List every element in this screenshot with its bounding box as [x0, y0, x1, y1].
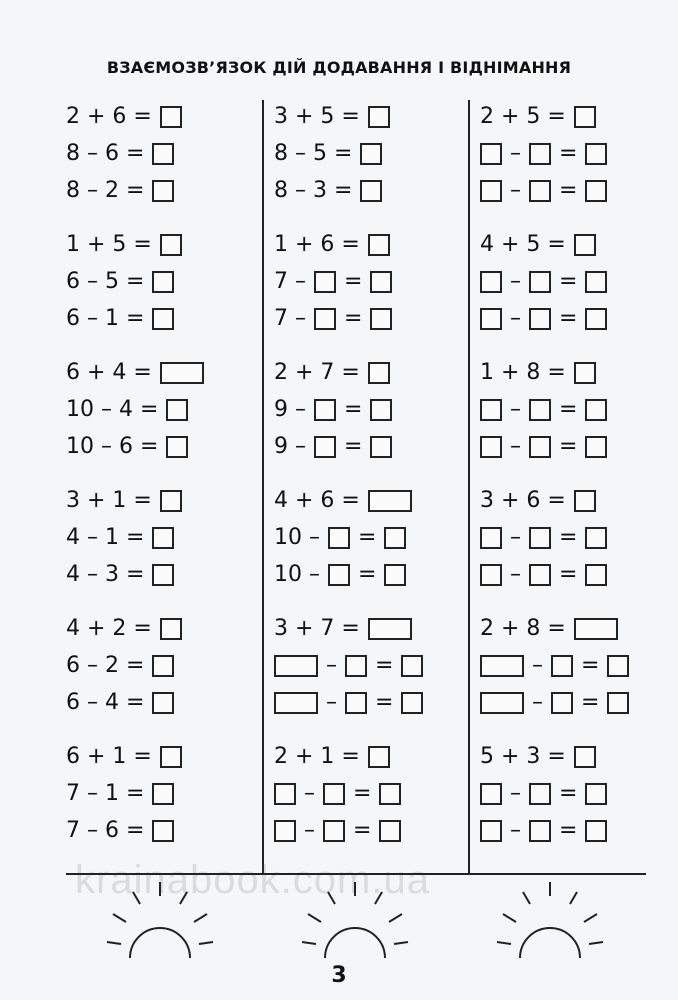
equation-text: = — [559, 178, 578, 203]
equation-row — [274, 686, 484, 720]
equation-text: 6 + 1 = — [66, 744, 152, 769]
watermark: krainabook.com.ua — [75, 858, 430, 902]
equation-row — [66, 740, 276, 774]
equation-text: – — [510, 562, 521, 587]
answer-box[interactable] — [160, 234, 182, 256]
equation-row — [66, 649, 276, 683]
answer-box[interactable] — [384, 564, 406, 586]
answer-box[interactable] — [480, 436, 502, 458]
answer-box[interactable] — [166, 399, 188, 421]
equation-row — [274, 814, 484, 848]
equation-text: – — [510, 525, 521, 550]
answer-box-two-digit[interactable] — [368, 490, 412, 512]
answer-box[interactable] — [585, 564, 607, 586]
sun-icon — [495, 878, 605, 958]
answer-box[interactable] — [480, 564, 502, 586]
equation-row — [66, 430, 276, 464]
answer-box[interactable] — [529, 783, 551, 805]
equation-row — [274, 484, 484, 518]
equation-text: = — [581, 690, 600, 715]
equation-text: – — [510, 818, 521, 843]
equation-text: – — [510, 781, 521, 806]
equation-row — [274, 558, 484, 592]
equation-row — [480, 814, 678, 848]
equation-text: 6 – 1 = — [66, 306, 145, 331]
answer-box[interactable] — [152, 308, 174, 330]
answer-box[interactable] — [152, 564, 174, 586]
answer-box[interactable] — [274, 783, 296, 805]
answer-box[interactable] — [152, 692, 174, 714]
equation-text: 4 – 1 = — [66, 525, 145, 550]
equation-row — [480, 558, 678, 592]
answer-box[interactable] — [360, 180, 382, 202]
answer-box[interactable] — [585, 271, 607, 293]
answer-box[interactable] — [529, 820, 551, 842]
answer-box[interactable] — [607, 692, 629, 714]
equation-text: 10 – — [274, 562, 320, 587]
answer-box[interactable] — [529, 527, 551, 549]
equation-row — [66, 174, 276, 208]
answer-box[interactable] — [323, 820, 345, 842]
equation-text: 4 – 3 = — [66, 562, 145, 587]
page-number: 3 — [331, 963, 347, 988]
equation-row — [274, 612, 484, 646]
equation-text: 2 + 6 = — [66, 104, 152, 129]
answer-box[interactable] — [574, 234, 596, 256]
equation-row — [66, 393, 276, 427]
answer-box[interactable] — [574, 746, 596, 768]
answer-box[interactable] — [480, 271, 502, 293]
equation-row — [66, 484, 276, 518]
equation-row — [274, 521, 484, 555]
answer-box[interactable] — [574, 106, 596, 128]
answer-box[interactable] — [529, 399, 551, 421]
equation-row — [480, 137, 678, 171]
equation-text: 6 – 4 = — [66, 690, 145, 715]
equation-text: 7 – — [274, 269, 306, 294]
equation-text: 3 + 6 = — [480, 488, 566, 513]
equation-text: 4 + 2 = — [66, 616, 152, 641]
answer-box[interactable] — [370, 271, 392, 293]
equation-row — [480, 228, 678, 262]
equation-row — [480, 740, 678, 774]
answer-box[interactable] — [323, 783, 345, 805]
equation-text: 8 – 3 = — [274, 178, 353, 203]
answer-box[interactable] — [314, 308, 336, 330]
equation-row — [66, 302, 276, 336]
column-divider — [262, 100, 264, 873]
answer-box[interactable] — [529, 436, 551, 458]
equation-row — [274, 137, 484, 171]
sun-icon — [300, 878, 410, 958]
equation-text: = — [559, 818, 578, 843]
answer-box[interactable] — [480, 180, 502, 202]
answer-box[interactable] — [585, 436, 607, 458]
equation-text: 1 + 6 = — [274, 232, 360, 257]
equation-text: = — [581, 653, 600, 678]
equation-text: 3 + 1 = — [66, 488, 152, 513]
answer-box[interactable] — [379, 783, 401, 805]
answer-box[interactable] — [574, 490, 596, 512]
equation-text: 9 – — [274, 434, 306, 459]
answer-box[interactable] — [529, 143, 551, 165]
equation-text: 7 – 6 = — [66, 818, 145, 843]
equation-text: 4 + 5 = — [480, 232, 566, 257]
equation-row — [274, 430, 484, 464]
answer-box[interactable] — [585, 399, 607, 421]
equation-text: = — [344, 269, 363, 294]
equation-row — [274, 174, 484, 208]
answer-box[interactable] — [574, 362, 596, 384]
equation-text: 10 – — [274, 525, 320, 550]
answer-box[interactable] — [160, 746, 182, 768]
answer-box[interactable] — [370, 399, 392, 421]
answer-box-two-digit[interactable] — [368, 618, 412, 640]
equation-text: = — [559, 141, 578, 166]
equation-text: = — [344, 397, 363, 422]
equation-row — [480, 265, 678, 299]
answer-box[interactable] — [152, 783, 174, 805]
answer-box[interactable] — [529, 308, 551, 330]
answer-box[interactable] — [328, 564, 350, 586]
answer-box[interactable] — [480, 308, 502, 330]
equation-text: = — [559, 306, 578, 331]
answer-box[interactable] — [368, 362, 390, 384]
equation-text: – — [510, 141, 521, 166]
answer-box[interactable] — [607, 655, 629, 677]
answer-box[interactable] — [314, 271, 336, 293]
answer-box[interactable] — [529, 564, 551, 586]
answer-box[interactable] — [529, 271, 551, 293]
equation-row — [480, 393, 678, 427]
equation-row — [66, 612, 276, 646]
answer-box[interactable] — [152, 655, 174, 677]
answer-box[interactable] — [585, 308, 607, 330]
equation-text: = — [358, 562, 377, 587]
answer-box[interactable] — [368, 746, 390, 768]
answer-box-two-digit[interactable] — [160, 362, 204, 384]
equation-text: = — [375, 653, 394, 678]
equation-text: 8 – 5 = — [274, 141, 353, 166]
equation-text: 4 + 6 = — [274, 488, 360, 513]
answer-box[interactable] — [152, 271, 174, 293]
answer-box[interactable] — [551, 692, 573, 714]
equation-row — [66, 686, 276, 720]
answer-box[interactable] — [160, 490, 182, 512]
equation-text: 2 + 7 = — [274, 360, 360, 385]
equation-text: 10 – 4 = — [66, 397, 159, 422]
equation-text: 2 + 8 = — [480, 616, 566, 641]
equation-text: – — [532, 653, 543, 678]
answer-box[interactable] — [585, 143, 607, 165]
answer-box[interactable] — [345, 655, 367, 677]
answer-box[interactable] — [370, 436, 392, 458]
equation-text: – — [326, 653, 337, 678]
equation-row — [66, 137, 276, 171]
equation-text: 1 + 8 = — [480, 360, 566, 385]
answer-box[interactable] — [585, 783, 607, 805]
equation-text: 9 – — [274, 397, 306, 422]
equation-row — [66, 558, 276, 592]
equation-text: 2 + 1 = — [274, 744, 360, 769]
equation-text: = — [353, 781, 372, 806]
answer-box[interactable] — [480, 820, 502, 842]
answer-box-two-digit[interactable] — [480, 692, 524, 714]
bottom-divider — [66, 873, 646, 875]
answer-box[interactable] — [480, 783, 502, 805]
equation-row — [480, 649, 678, 683]
equation-text: = — [559, 525, 578, 550]
answer-box[interactable] — [360, 143, 382, 165]
equation-text: – — [510, 269, 521, 294]
answer-box[interactable] — [152, 820, 174, 842]
equation-text: – — [510, 178, 521, 203]
answer-box[interactable] — [152, 180, 174, 202]
equation-text: 6 – 2 = — [66, 653, 145, 678]
equation-text: 1 + 5 = — [66, 232, 152, 257]
equation-text: 3 + 7 = — [274, 616, 360, 641]
answer-box[interactable] — [166, 436, 188, 458]
answer-box[interactable] — [152, 143, 174, 165]
sun-icon — [105, 878, 215, 958]
equation-text: = — [353, 818, 372, 843]
equation-text: 7 – — [274, 306, 306, 331]
equation-text: 8 – 2 = — [66, 178, 145, 203]
equation-text: = — [375, 690, 394, 715]
answer-box[interactable] — [585, 180, 607, 202]
equation-text: – — [510, 397, 521, 422]
equation-row — [480, 777, 678, 811]
answer-box[interactable] — [152, 527, 174, 549]
equation-row — [66, 265, 276, 299]
equation-row — [66, 100, 276, 134]
answer-box-two-digit[interactable] — [274, 655, 318, 677]
answer-box-two-digit[interactable] — [574, 618, 618, 640]
answer-box[interactable] — [529, 180, 551, 202]
answer-box[interactable] — [370, 308, 392, 330]
equation-text: 10 – 6 = — [66, 434, 159, 459]
equation-row — [480, 521, 678, 555]
equation-row — [66, 521, 276, 555]
answer-box[interactable] — [401, 692, 423, 714]
answer-box[interactable] — [345, 692, 367, 714]
equation-text: 2 + 5 = — [480, 104, 566, 129]
answer-box[interactable] — [401, 655, 423, 677]
equation-row — [66, 777, 276, 811]
equation-row — [274, 649, 484, 683]
equation-text: – — [532, 690, 543, 715]
equation-text: 5 + 3 = — [480, 744, 566, 769]
equation-text: 7 – 1 = — [66, 781, 145, 806]
equation-row — [480, 100, 678, 134]
column-divider — [468, 100, 470, 873]
equation-text: 6 + 4 = — [66, 360, 152, 385]
answer-box[interactable] — [314, 436, 336, 458]
answer-box[interactable] — [368, 234, 390, 256]
equation-text: = — [559, 269, 578, 294]
equation-text: = — [559, 434, 578, 459]
equation-row — [274, 100, 484, 134]
answer-box[interactable] — [585, 527, 607, 549]
answer-box-two-digit[interactable] — [274, 692, 318, 714]
answer-box[interactable] — [480, 143, 502, 165]
equation-row — [274, 740, 484, 774]
page-title: ВЗАЄМОЗВ’ЯЗОК ДІЙ ДОДАВАННЯ І ВІДНІМАННЯ — [106, 58, 572, 77]
equation-row — [480, 686, 678, 720]
equation-row — [274, 393, 484, 427]
equation-row — [480, 430, 678, 464]
equation-row — [274, 302, 484, 336]
equation-text: = — [344, 306, 363, 331]
answer-box-two-digit[interactable] — [480, 655, 524, 677]
answer-box[interactable] — [551, 655, 573, 677]
equation-row — [66, 228, 276, 262]
equation-text: = — [344, 434, 363, 459]
answer-box[interactable] — [368, 106, 390, 128]
equation-row — [480, 484, 678, 518]
equation-row — [480, 174, 678, 208]
equation-text: – — [304, 818, 315, 843]
answer-box[interactable] — [585, 820, 607, 842]
answer-box[interactable] — [480, 399, 502, 421]
equation-row — [274, 777, 484, 811]
equation-text: = — [559, 397, 578, 422]
answer-box[interactable] — [314, 399, 336, 421]
answer-box[interactable] — [384, 527, 406, 549]
equation-row — [274, 265, 484, 299]
equation-text: – — [510, 434, 521, 459]
equation-row — [274, 228, 484, 262]
equation-text: 8 – 6 = — [66, 141, 145, 166]
equation-text: = — [559, 562, 578, 587]
answer-box[interactable] — [274, 820, 296, 842]
equation-text: – — [326, 690, 337, 715]
answer-box[interactable] — [480, 527, 502, 549]
equation-text: = — [559, 781, 578, 806]
equation-row — [66, 356, 276, 390]
answer-box[interactable] — [160, 618, 182, 640]
equation-row — [480, 302, 678, 336]
answer-box[interactable] — [379, 820, 401, 842]
equation-text: – — [510, 306, 521, 331]
equation-row — [66, 814, 276, 848]
equation-row — [274, 356, 484, 390]
equation-row — [480, 612, 678, 646]
equation-text: = — [358, 525, 377, 550]
equation-row — [480, 356, 678, 390]
equation-text: 3 + 5 = — [274, 104, 360, 129]
equation-text: – — [304, 781, 315, 806]
answer-box[interactable] — [160, 106, 182, 128]
answer-box[interactable] — [328, 527, 350, 549]
equation-text: 6 – 5 = — [66, 269, 145, 294]
